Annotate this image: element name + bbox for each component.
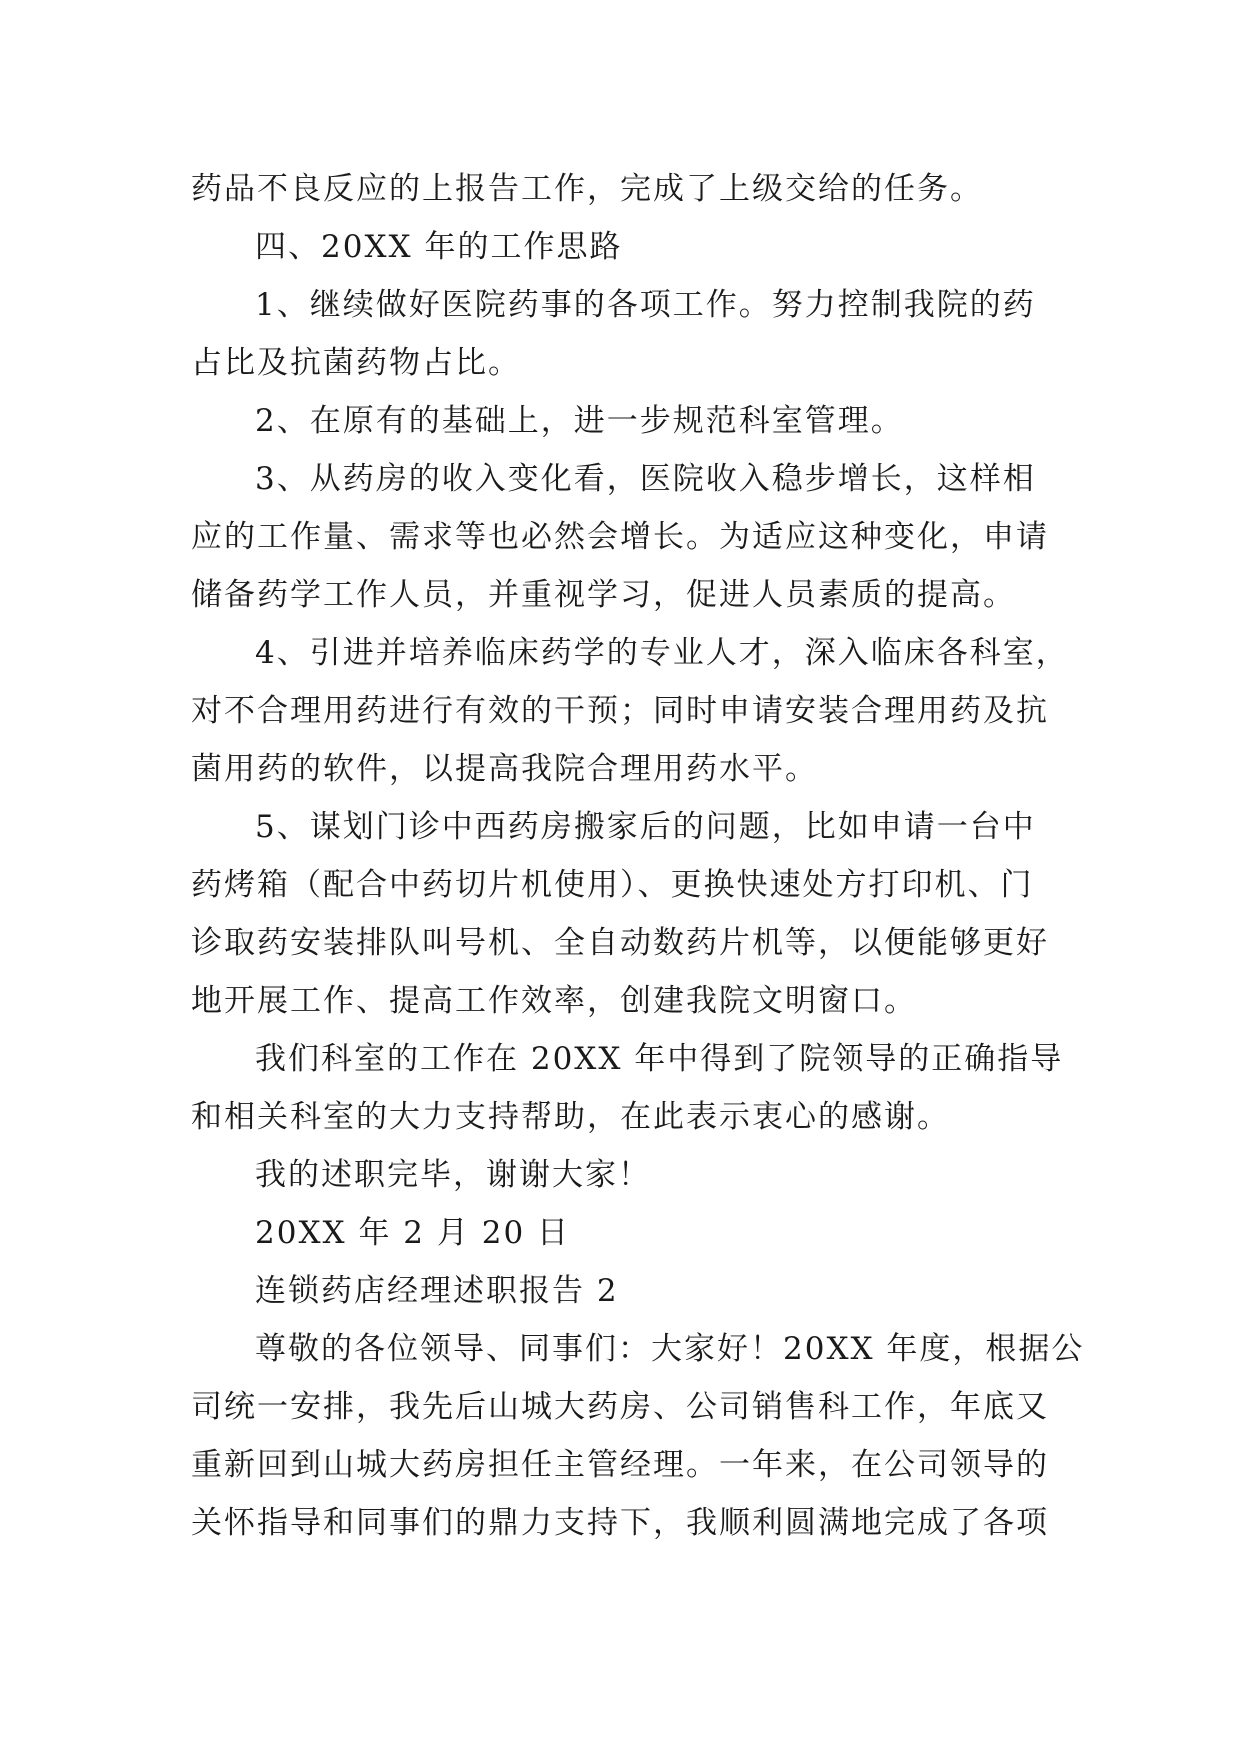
closing-line: 我的述职完毕，谢谢大家！ <box>255 1157 651 1193</box>
text-line: 3、从药房的收入变化看，医院收入稳步增长，这样相 <box>255 461 1036 497</box>
text-line: 4、引进并培养临床药学的专业人才，深入临床各科室， <box>255 635 1069 671</box>
section-heading: 四、20XX 年的工作思路 <box>255 229 623 265</box>
date-line: 20XX 年 2 月 20 日 <box>255 1215 571 1251</box>
text-line: 储备药学工作人员，并重视学习，促进人员素质的提高。 <box>191 577 1016 613</box>
text-line: 占比及抗菌药物占比。 <box>191 345 521 381</box>
text-line: 2、在原有的基础上，进一步规范科室管理。 <box>255 403 904 439</box>
text-line: 和相关科室的大力支持帮助，在此表示衷心的感谢。 <box>191 1099 950 1135</box>
text-line: 菌用药的软件，以提高我院合理用药水平。 <box>191 751 818 787</box>
text-line: 5、谋划门诊中西药房搬家后的问题，比如申请一台中 <box>255 809 1036 845</box>
report-title: 连锁药店经理述职报告 2 <box>255 1273 619 1309</box>
document-body <box>191 160 1085 1552</box>
text-line: 应的工作量、需求等也必然会增长。为适应这种变化，申请 <box>191 519 1049 555</box>
text-line: 地开展工作、提高工作效率，创建我院文明窗口。 <box>191 983 917 1019</box>
text-line: 我们科室的工作在 20XX 年中得到了院领导的正确指导 <box>255 1041 1064 1077</box>
text-line: 药品不良反应的上报告工作，完成了上级交给的任务。 <box>191 171 983 207</box>
text-line: 1、继续做好医院药事的各项工作。努力控制我院的药 <box>255 287 1036 323</box>
text-line: 药烤箱（配合中药切片机使用）、更换快速处方打印机、门 <box>191 867 1034 903</box>
text-line: 诊取药安装排队叫号机、全自动数药片机等，以便能够更好 <box>191 925 1049 961</box>
text-line: 司统一安排，我先后山城大药房、公司销售科工作，年底又 <box>191 1389 1049 1425</box>
text-line: 对不合理用药进行有效的干预；同时申请安装合理用药及抗 <box>191 693 1049 729</box>
text-line: 关怀指导和同事们的鼎力支持下，我顺利圆满地完成了各项 <box>191 1505 1049 1541</box>
text-line: 尊敬的各位领导、同事们：大家好！20XX 年度，根据公 <box>255 1331 1085 1367</box>
text-line: 重新回到山城大药房担任主管经理。一年来，在公司领导的 <box>191 1447 1049 1483</box>
